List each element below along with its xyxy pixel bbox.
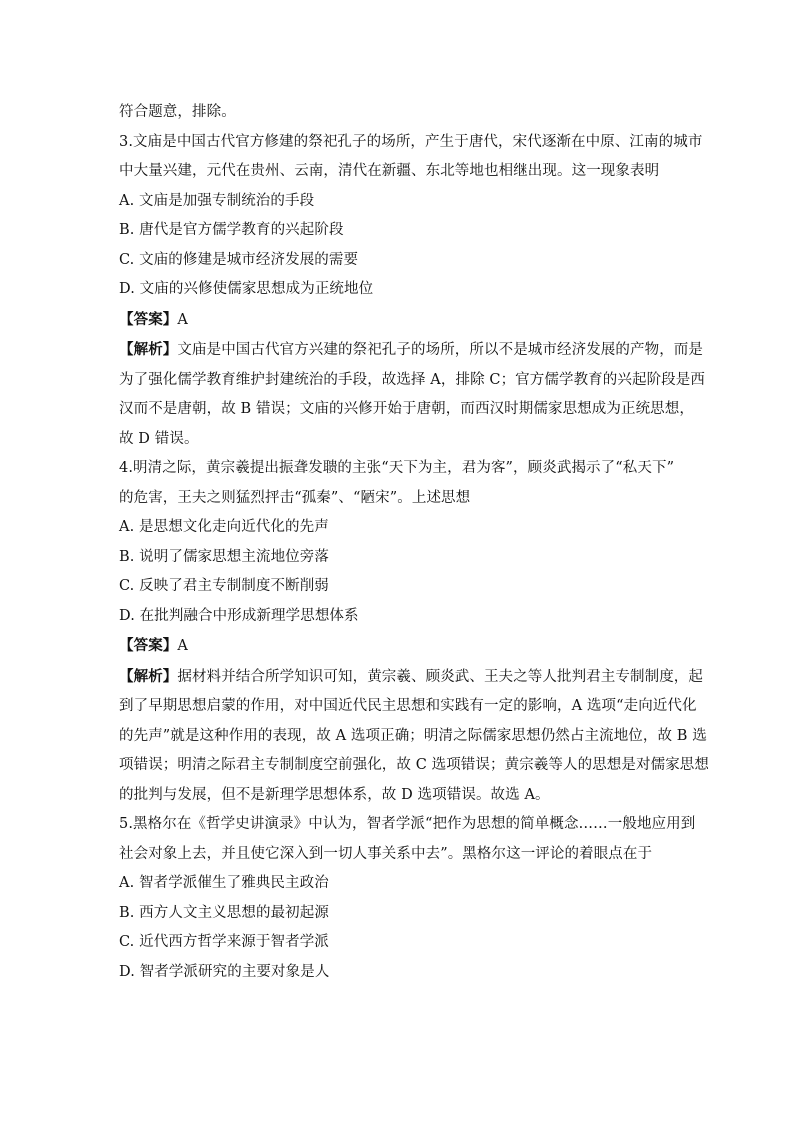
question-4-answer — [119, 631, 679, 662]
question-4 — [119, 454, 710, 810]
question-3-option-b: B. 唐代是官方儒学教育的兴起阶段 — [119, 222, 344, 238]
question-3-analysis-line-1 — [119, 335, 704, 366]
question-3 — [119, 128, 705, 455]
question-3-analysis-line-2: 为了强化儒学教育维护封建统治的手段，故选择 A，排除 C；官方儒学教育的兴起阶段是西 — [119, 371, 705, 388]
question-3-option-d: D. 文庙的兴修使儒家思想成为正统地位 — [119, 281, 374, 297]
question-5-stem-line-1: 5.黑格尔在《哲学史讲演录》中认为，智者学派“把作为思想的简单概念……一般地应用到 — [119, 816, 696, 832]
question-4-option-d: D. 在批判融合中形成新理学思想体系 — [119, 607, 359, 624]
question-3-answer — [119, 305, 679, 336]
question-4-analysis-line-3: 的先声”就是这种作用的表现，故 A 选项正确；明清之际儒家思想仍然占主流地位，故 B 选 — [119, 727, 707, 744]
analysis-text: 文庙是中国古代官方兴建的祭祀孔子的场所，所以不是城市经济发展的产物，而是 — [177, 342, 704, 358]
question-4-analysis-line-4: 项错误；明清之际君主专制制度空前强化，故 C 选项错误；黄宗羲等人的思想是对儒家思想 — [119, 757, 710, 773]
answer-value: A — [177, 311, 188, 328]
analysis-label: 【解析】 — [119, 341, 178, 358]
question-4-analysis-line-2: 到了早期思想启蒙的作用，对中国近代民主思想和实践有一定的影响，A 选项“走向近代化 — [119, 698, 697, 714]
question-4-stem-line-1: 4.明清之际，黄宗羲提出振聋发聩的主张“天下为主，君为客”，顾炎武揭示了“私天下” — [119, 460, 675, 476]
question-4-analysis-line-1 — [119, 662, 704, 693]
question-5-stem-line-2: 社会对象上去，并且使它深入到一切人事关系中去”。黑格尔这一评论的着眼点在于 — [119, 845, 653, 862]
answer-label: 【答案】 — [119, 310, 178, 328]
question-3-stem-line-2: 中大量兴建，元代在贵州、云南，清代在新疆、东北等地也相继出现。这一现象表明 — [119, 163, 660, 179]
question-5-option-b: B. 西方人文主义思想的最初起源 — [119, 904, 329, 921]
question-3-analysis-line-4: 故 D 错误。 — [119, 430, 199, 447]
analysis-label: 【解析】 — [119, 667, 178, 685]
question-4-analysis-line-5: 的批判与发展，但不是新理学思想体系，故 D 选项错误。故选 A。 — [119, 786, 550, 803]
question-4-stem-line-2: 的危害，王夫之则猛烈抨击“孤秦”、“陋宋”。上述思想 — [119, 489, 471, 506]
question-4-option-c: C. 反映了君主专制制度不断削弱 — [119, 578, 329, 594]
question-3-option-c: C. 文庙的修建是城市经济发展的需要 — [119, 251, 359, 268]
question-5-option-d: D. 智者学派研究的主要对象是人 — [119, 963, 330, 980]
question-3-option-a: A. 文庙是加强专制统治的手段 — [119, 192, 315, 209]
question-3-stem-line-1: 3.文庙是中国古代官方修建的祭祀孔子的场所，产生于唐代，宋代逐渐在中原、江南的城市 — [119, 133, 703, 150]
question-5-option-c: C. 近代西方哲学来源于智者学派 — [119, 934, 329, 950]
question-4-option-a: A. 是思想文化走向近代化的先声 — [119, 519, 329, 535]
answer-value: A — [177, 638, 188, 654]
intro-line: 符合题意，排除。 — [119, 104, 236, 120]
answer-label: 【答案】 — [119, 637, 178, 654]
question-5-option-a: A. 智者学派催生了雅典民主政治 — [119, 875, 329, 891]
question-5 — [119, 810, 696, 987]
question-3-analysis-line-3: 汉而不是唐朝，故 B 错误；文庙的兴修开始于唐朝，而西汉时期儒家思想成为正统思想， — [119, 401, 694, 417]
analysis-text: 据材料并结合所学知识可知，黄宗羲、顾炎武、王夫之等人批判君主专制制度，起 — [177, 668, 704, 685]
document-page — [119, 98, 710, 987]
question-4-option-b: B. 说明了儒家思想主流地位旁落 — [119, 548, 329, 565]
